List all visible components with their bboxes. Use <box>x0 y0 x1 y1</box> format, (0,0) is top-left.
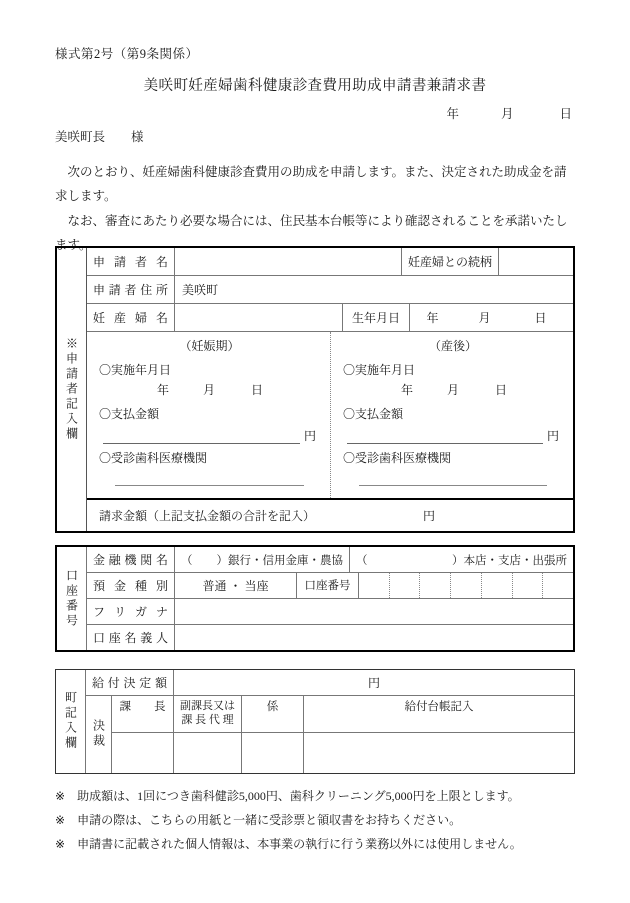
body-paragraph-2: なお、審査にあたり必要な場合には、住民基本台帳等により確認されることを承諾いたします。 <box>55 213 568 253</box>
pregnancy-date-label: 〇実施年月日 <box>99 363 172 377</box>
furigana-row <box>87 599 573 625</box>
institution-type-options: ）銀行・信用金庫・農協 <box>216 554 343 567</box>
applicant-address-row <box>87 276 573 304</box>
applicant-name-input[interactable] <box>175 248 401 275</box>
birthdate-day-label: 日 <box>534 311 547 325</box>
claim-amount-label: 請求金額（上記支払金額の合計を記入） <box>99 509 316 523</box>
branch-input[interactable] <box>350 547 573 572</box>
account-number-label: 口座番号 <box>297 573 359 598</box>
applicant-name-row <box>87 248 573 276</box>
decision-amount-row <box>86 670 574 696</box>
form-number: 様式第2号（第9条関係） <box>55 47 199 61</box>
account-holder-row <box>87 625 573 650</box>
body-paragraph-1: 次のとおり、妊産婦歯科健康診査費用の助成を申請します。また、決定された助成金を請求します。 <box>55 165 567 204</box>
bank-table-side-label: 口座番号 <box>57 547 87 650</box>
pregnancy-amount-unit: 円 <box>303 429 316 443</box>
account-digit-box[interactable] <box>420 573 451 598</box>
account-holder-input[interactable] <box>175 625 573 650</box>
branch-paren-left: （ <box>356 554 368 567</box>
note-mark-icon: ※ <box>55 789 66 803</box>
financial-institution-label: 金 融 機 関 名 <box>87 547 175 572</box>
date-year-label: 年 <box>446 107 459 121</box>
pregnancy-amount-label: 〇支払金額 <box>99 407 160 421</box>
postpartum-date-year: 年 <box>401 383 414 397</box>
applicant-table-body <box>87 248 573 531</box>
postpartum-date-day: 日 <box>495 383 508 397</box>
pregnancy-amount-rule <box>103 429 300 444</box>
bank-table-body <box>87 547 573 650</box>
approval-stamp-section-chief[interactable] <box>112 733 174 773</box>
town-office-table <box>55 669 575 774</box>
pregnancy-institution-label: 〇受診歯科医療機関 <box>99 451 208 465</box>
financial-institution-row <box>87 547 573 573</box>
pregnancy-institution-input[interactable] <box>115 475 304 486</box>
approval-header-row <box>112 696 574 733</box>
approval-col-section-chief-label: 課 長 <box>112 696 174 732</box>
bank-account-table <box>55 545 575 652</box>
postpartum-amount-unit: 円 <box>546 429 559 443</box>
footnote-item <box>55 784 585 808</box>
postpartum-institution-label: 〇受診歯科医療機関 <box>343 451 452 465</box>
approval-ledger-input[interactable] <box>304 733 574 773</box>
body-text <box>55 160 575 258</box>
birthdate-input[interactable] <box>410 304 573 331</box>
date-entry-line <box>446 104 572 122</box>
approval-stamp-deputy-chief[interactable] <box>174 733 242 773</box>
decision-amount-label: 給 付 決 定 額 <box>86 670 174 695</box>
postpartum-institution-input[interactable] <box>359 475 547 486</box>
applicant-table <box>55 246 575 533</box>
deposit-type-label: 預 金 種 別 <box>87 573 175 598</box>
account-digit-box[interactable] <box>451 573 482 598</box>
approval-label: 決裁 <box>86 696 112 773</box>
note-mark-icon: ※ <box>55 813 66 827</box>
addressee-name: 美咲町長 <box>55 130 106 144</box>
pregnancy-caption: （妊娠期） <box>179 339 240 353</box>
pregnancy-date-day: 日 <box>251 383 264 397</box>
financial-institution-input[interactable] <box>175 547 350 572</box>
town-table-body <box>86 670 574 773</box>
approval-col-deputy-chief-label: 副課長又は 課 長 代 理 <box>174 696 242 732</box>
postpartum-amount-label: 〇支払金額 <box>343 407 404 421</box>
pregnancy-date-input[interactable] <box>99 381 320 398</box>
birthdate-month-label: 月 <box>478 311 491 325</box>
account-digit-box[interactable] <box>390 573 421 598</box>
approval-stamp-row <box>112 733 574 773</box>
account-digit-box[interactable] <box>482 573 513 598</box>
pregnancy-amount-input[interactable] <box>103 427 316 445</box>
pregnant-name-label: 妊 産 婦 名 <box>87 304 175 331</box>
footnotes <box>55 784 585 856</box>
applicant-table-side-label: ※申請者記入欄 <box>57 248 87 531</box>
pregnancy-date-month: 月 <box>203 383 216 397</box>
footnote-text: 助成額は、1回につき歯科健診5,000円、歯科クリーニング5,000円を上限とします。 <box>77 789 520 803</box>
pregnancy-date-year: 年 <box>157 383 170 397</box>
town-table-side-label: 町記入欄 <box>56 670 86 773</box>
account-holder-label: 口 座 名 義 人 <box>87 625 175 650</box>
claim-amount-unit: 円 <box>422 509 435 523</box>
birthdate-label: 生年月日 <box>342 304 410 331</box>
applicant-address-label: 申 請 者 住 所 <box>87 276 175 303</box>
postpartum-date-month: 月 <box>447 383 460 397</box>
pregnant-name-row <box>87 304 573 332</box>
relation-label: 妊産婦との続柄 <box>401 248 498 275</box>
footnote-text: 申請書に記載された個人情報は、本事業の執行に行う業務以外には使用しません。 <box>77 837 522 851</box>
page-title: 美咲町妊産婦歯科健康診査費用助成申請書兼請求書 <box>143 78 487 94</box>
pregnant-name-input[interactable] <box>175 304 342 331</box>
approval-col-ledger-label: 給付台帳記入 <box>404 701 474 713</box>
institution-paren-left: （ <box>181 554 193 567</box>
postpartum-caption: （産後） <box>428 339 477 353</box>
postpartum-amount-rule <box>347 429 543 444</box>
account-digit-box[interactable] <box>359 573 390 598</box>
pregnancy-column <box>87 332 330 498</box>
date-month-label: 月 <box>500 107 514 121</box>
applicant-name-label: 申 請 者 名 <box>87 248 175 275</box>
date-day-label: 日 <box>559 107 572 121</box>
approval-columns <box>112 696 574 773</box>
period-columns <box>87 332 573 500</box>
addressee-honorific: 様 <box>131 130 144 144</box>
note-mark-icon: ※ <box>55 837 66 851</box>
postpartum-column <box>330 332 573 498</box>
approval-row <box>86 696 574 773</box>
postpartum-date-label: 〇実施年月日 <box>343 363 416 377</box>
deposit-type-row <box>87 573 573 599</box>
account-number-input[interactable] <box>359 573 573 598</box>
furigana-input[interactable] <box>175 599 573 624</box>
footnote-item <box>55 808 585 832</box>
footnote-text: 申請の際は、こちらの用紙と一緒に受診票と領収書をお持ちください。 <box>77 813 462 827</box>
postpartum-date-input[interactable] <box>343 381 563 398</box>
deposit-type-options[interactable]: 普通 ・ 当座 <box>175 573 297 598</box>
account-digit-box[interactable] <box>513 573 544 598</box>
approval-col-staff-label: 係 <box>242 696 304 732</box>
birthdate-year-label: 年 <box>426 311 439 325</box>
approval-stamp-staff[interactable] <box>242 733 304 773</box>
decision-amount-input[interactable]: 円 <box>367 676 380 690</box>
relation-input[interactable] <box>498 248 573 275</box>
addressee <box>55 127 144 145</box>
footnote-item <box>55 832 585 856</box>
claim-amount-row <box>87 500 573 531</box>
account-digit-box[interactable] <box>543 573 573 598</box>
applicant-address-input[interactable]: 美咲町 <box>182 283 219 297</box>
branch-type-options: ）本店・支店・出張所 <box>452 554 567 567</box>
postpartum-amount-input[interactable] <box>347 427 559 445</box>
furigana-label: フ リ ガ ナ <box>87 599 175 624</box>
